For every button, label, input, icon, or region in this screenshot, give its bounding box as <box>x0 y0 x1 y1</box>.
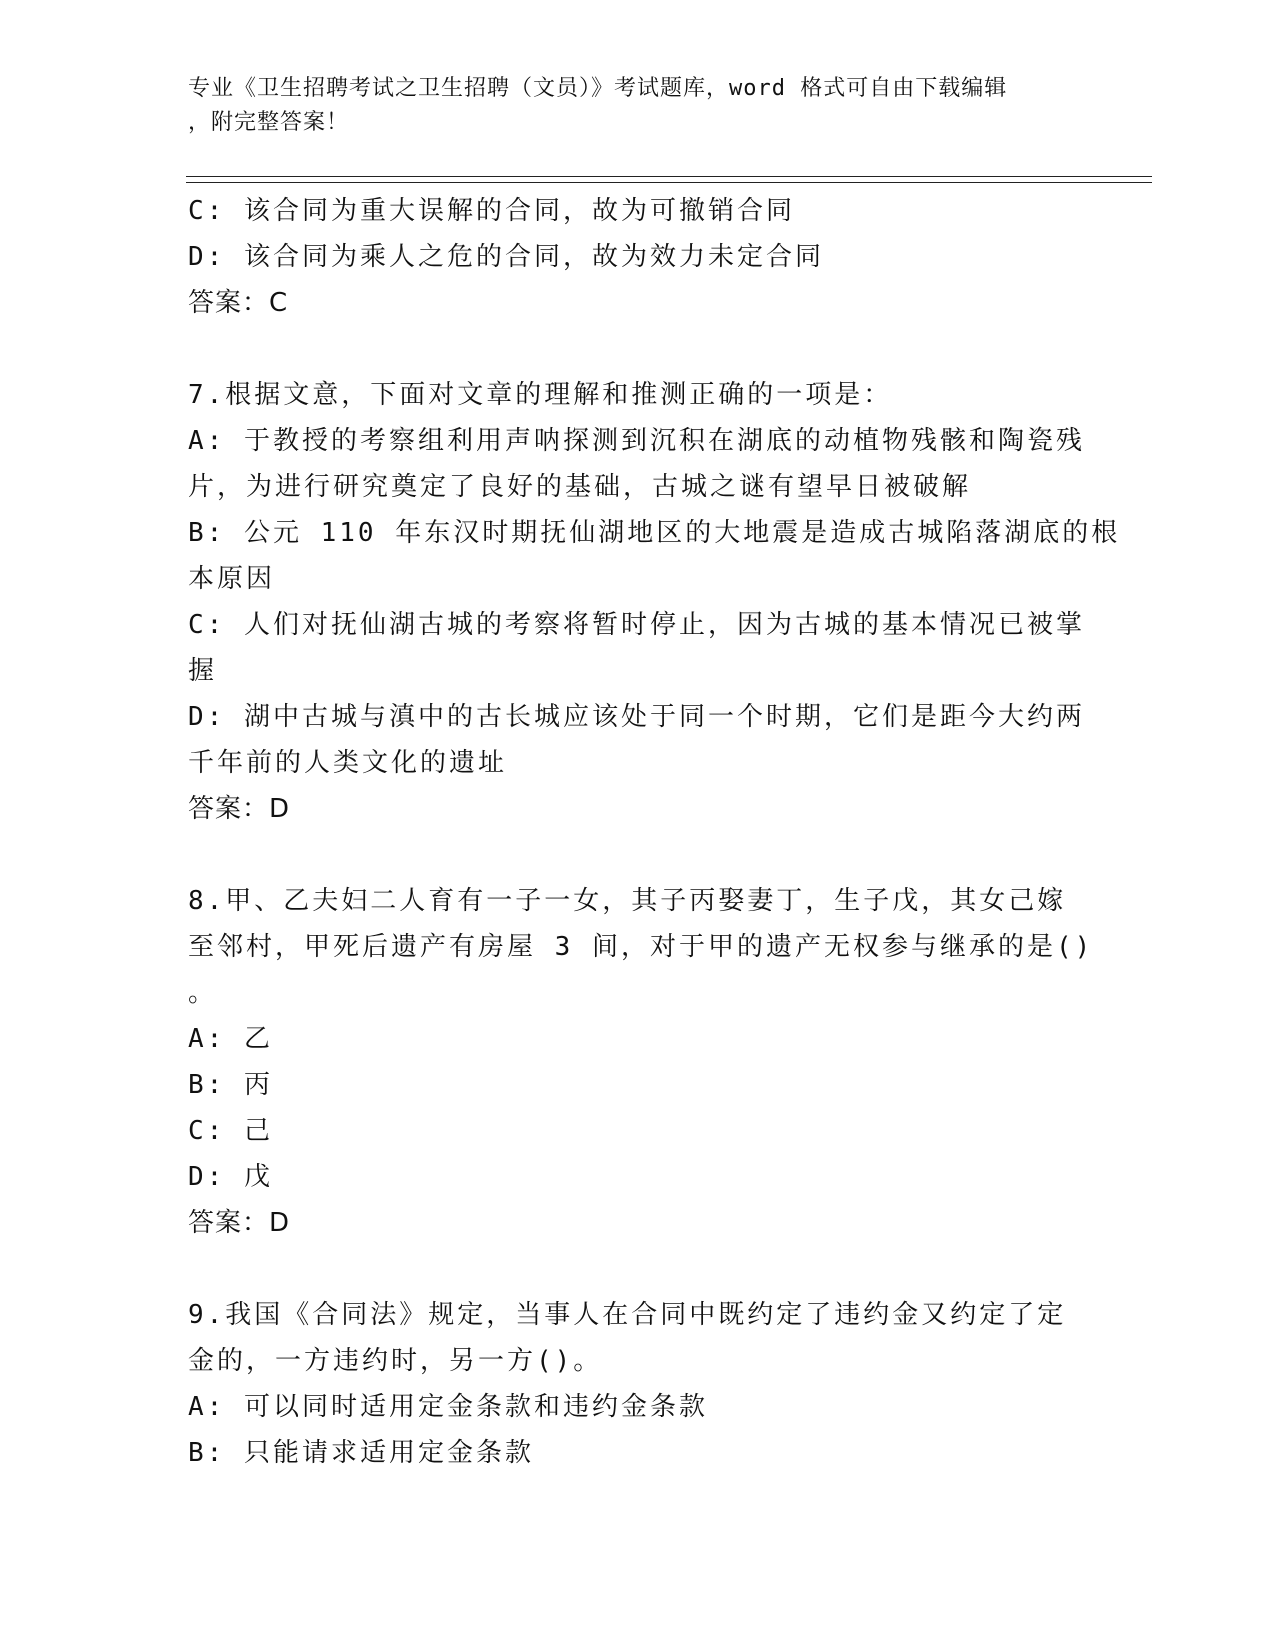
option-c: C: 该合同为重大误解的合同，故为可撤销合同 <box>188 196 795 226</box>
option-b: B: 只能请求适用定金条款 <box>188 1438 534 1468</box>
option-a: A: 可以同时适用定金条款和违约金条款 <box>188 1392 708 1422</box>
option-d: D: 该合同为乘人之危的合同，故为效力未定合同 <box>188 242 824 272</box>
question-stem-line-1: 8.甲、乙夫妇二人育有一子一女，其子丙娶妻丁，生子戊，其女己嫁 <box>188 886 1067 916</box>
option-a-line-1: A: 于教授的考察组利用声呐探测到沉积在湖底的动植物残骸和陶瓷残 <box>188 426 1085 456</box>
option-c-line-2: 握 <box>188 656 218 686</box>
question-stem-line-2: 至邻村，甲死后遗产有房屋 3 间，对于甲的遗产无权参与继承的是() <box>188 932 1094 962</box>
answer-label: 答案：C <box>188 288 289 318</box>
option-d: D: 戊 <box>188 1162 273 1192</box>
question-content <box>188 188 1121 1476</box>
question-stem-line-1: 9.我国《合同法》规定，当事人在合同中既约定了违约金又约定了定 <box>188 1300 1067 1330</box>
header-line-2: ，附完整答案！ <box>188 110 350 135</box>
option-a-line-2: 片，为进行研究奠定了良好的基础，古城之谜有望早日被破解 <box>188 472 972 502</box>
option-b-line-2: 本原因 <box>188 564 276 594</box>
answer-label: 答案：D <box>188 1208 291 1238</box>
header-rule-bottom <box>186 182 1152 183</box>
question-7 <box>188 372 1121 832</box>
option-c-line-1: C: 人们对抚仙湖古城的考察将暂时停止，因为古城的基本情况已被掌 <box>188 610 1085 640</box>
question-stem-line-3: 。 <box>188 978 218 1008</box>
question-stem-line-2: 金的，一方违约时，另一方()。 <box>188 1346 603 1376</box>
question-8 <box>188 878 1094 1246</box>
header-rule-top <box>186 176 1152 177</box>
option-b-line-1: B: 公元 110 年东汉时期抚仙湖地区的大地震是造成古城陷落湖底的根 <box>188 518 1121 548</box>
option-d-line-2: 千年前的人类文化的遗址 <box>188 748 508 778</box>
option-a: A: 乙 <box>188 1024 273 1054</box>
carryover-question <box>188 188 1088 326</box>
question-stem: 7.根据文意，下面对文章的理解和推测正确的一项是： <box>188 380 893 410</box>
option-c: C: 己 <box>188 1116 273 1146</box>
option-b: B: 丙 <box>188 1070 273 1100</box>
answer-label: 答案：D <box>188 794 291 824</box>
header-line-1: 专业《卫生招聘考试之卫生招聘（文员）》考试题库，word 格式可自由下载编辑 <box>188 76 1008 101</box>
document-header <box>188 72 1088 140</box>
question-9 <box>188 1292 1088 1476</box>
option-d-line-1: D: 湖中古城与滇中的古长城应该处于同一个时期，它们是距今大约两 <box>188 702 1085 732</box>
